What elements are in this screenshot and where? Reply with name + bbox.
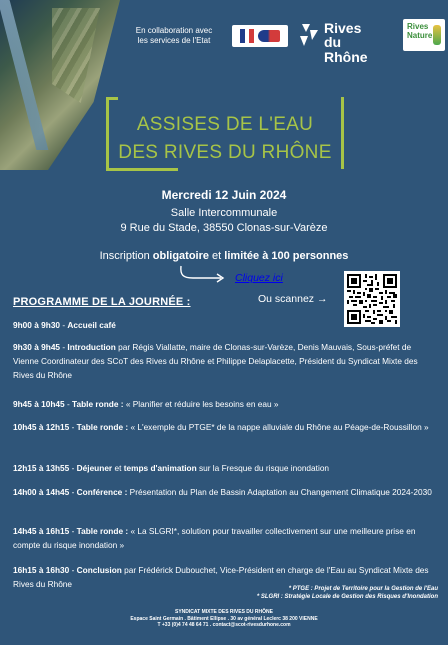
- event-title-line-2: DES RIVES DU RHÔNE: [118, 142, 332, 163]
- item-text-2: sur la Fresque du risque inondation: [196, 463, 330, 473]
- footnotes: [178, 585, 438, 601]
- event-venue: Salle Intercommunale: [170, 207, 278, 219]
- scan-label: Ou scannez →: [258, 293, 328, 305]
- leaf-icon: [433, 25, 441, 45]
- footnote-ptge: * PTGE : Projet de Territoire pour la Gestion de l'Eau: [288, 586, 438, 592]
- rives-nature-line-1: Rives: [407, 22, 429, 31]
- tricolor-icon: [240, 29, 254, 43]
- event-address: 9 Rue du Stade, 38550 Clonas-sur-Varèze: [120, 222, 328, 234]
- qr-code-icon: [347, 274, 397, 324]
- item-text: par Régis Viallatte, maire de Clonas-sur-Varèze, Denis Mauvais, Sous-préfet de Vienne Coordinateur des SCoT des Rives du Rhône et Philippe Delaplacette, Président du Syndicat Mixte des Rives du Rhône: [13, 342, 418, 380]
- title-frame-bottom: [106, 168, 178, 171]
- item-text: « L'exemple du PTGE* de la nappe alluviale du Rhône au Péage-de-Roussillon »: [128, 422, 429, 432]
- item-label: Conclusion: [76, 565, 122, 575]
- programme-item: 16h15 à 16h30 - Conclusion par Frédérick Dubouchet, Vice-Président en charge de l'Eau au Syndicat Mixte des Rives du Rhône: [13, 565, 429, 589]
- programme-item: 9h00 à 9h30 - Accueil café: [13, 320, 116, 330]
- rives-du-rhone-mark-icon: [298, 22, 320, 48]
- programme-item: 9h30 à 9h45 - Introduction par Régis Viallatte, maire de Clonas-sur-Varèze, Denis Mauvais, Sous-préfet de Vienne Coordinateur des SCoT des Rives du Rhône et Philippe Delaplacette, Président du Syndicat Mixte des Rives du Rhône: [13, 342, 418, 380]
- item-label: Conférence :: [76, 487, 128, 497]
- programme-title: PROGRAMME DE LA JOURNÉE :: [13, 296, 191, 308]
- item-label-2: temps d'animation: [123, 463, 197, 473]
- item-text: « Planifier et réduire les besoins en eau »: [123, 399, 279, 409]
- programme-item: 12h15 à 13h55 - Déjeuner et temps d'animation sur la Fresque du risque inondation: [13, 463, 330, 473]
- rives-du-rhone-line-1: Rives: [324, 20, 362, 36]
- item-text: par Frédérick Dubouchet, Vice-Président en charge de l'Eau au Syndicat Mixte des Rives du Rhône: [13, 565, 429, 589]
- footer-organizer: SYNDICAT MIXTE DES RIVES DU RHÔNE: [175, 609, 273, 615]
- rives-du-rhone-line-2: du Rhône: [324, 34, 368, 65]
- item-text: et: [112, 463, 124, 473]
- collaboration-text: [126, 26, 222, 46]
- item-time: 10h45 à 12h15: [13, 422, 70, 432]
- programme-item: 9h45 à 10h45 - Table ronde : « Planifier et réduire les besoins en eau »: [13, 399, 279, 409]
- registration-limit: limitée à 100 personnes: [224, 250, 349, 262]
- register-link[interactable]: Cliquez ici: [235, 272, 283, 284]
- registration-mandatory: obligatoire: [152, 250, 209, 262]
- collab-line-1: En collaboration avec: [135, 26, 213, 35]
- collab-line-2: les services de l'Etat: [137, 36, 211, 45]
- programme-item: 14h00 à 14h45 - Conférence : Présentation du Plan de Bassin Adaptation au Changement Climatique 2024-2030: [13, 487, 432, 497]
- fields-shape: [52, 8, 100, 103]
- item-label: Table ronde :: [76, 526, 129, 536]
- rives-nature-logo: [403, 19, 445, 51]
- curved-arrow-icon: [177, 265, 229, 283]
- programme-item: 14h45 à 16h15 - Table ronde : « La SLGRI*, solution pour travailler collectivement sur une meilleure prise en compte du risque inondation »: [13, 526, 416, 550]
- registration-mid: et: [209, 250, 225, 262]
- event-title-line-1: ASSISES DE L'EAU: [136, 114, 314, 135]
- registration-pre: Inscription: [99, 250, 153, 262]
- republique-francaise-logo: [232, 25, 288, 47]
- item-time: 9h45 à 10h45: [13, 399, 65, 409]
- footer-address: Espace Saint Germain . Bâtiment Ellipse . 30 av général Leclerc 38 200 VIENNE: [130, 615, 318, 622]
- item-time: 16h15 à 16h30: [13, 565, 70, 575]
- registration-text: [0, 250, 448, 262]
- item-label: Table ronde :: [76, 422, 129, 432]
- item-label: Table ronde :: [72, 399, 124, 409]
- item-time: 12h15 à 13h55: [13, 463, 70, 473]
- item-label: Introduction: [67, 342, 116, 352]
- item-label: Accueil café: [67, 320, 116, 330]
- marianne-icon: [258, 30, 280, 42]
- item-time: 9h00 à 9h30: [13, 320, 61, 330]
- rives-nature-line-2: Nature: [407, 31, 433, 40]
- programme-item: 10h45 à 12h15 - Table ronde : « L'exemple du PTGE* de la nappe alluviale du Rhône au Péage-de-Roussillon »: [13, 422, 429, 432]
- item-text: Présentation du Plan de Bassin Adaptation au Changement Climatique 2024-2030: [127, 487, 432, 497]
- item-time: 14h45 à 16h15: [13, 526, 70, 536]
- item-label: Déjeuner: [76, 463, 113, 473]
- event-date: Mercredi 12 Juin 2024: [161, 188, 287, 202]
- organizer-footer: [0, 609, 448, 629]
- item-time: 9h30 à 9h45: [13, 342, 61, 352]
- item-time: 14h00 à 14h45: [13, 487, 70, 497]
- footer-contact: T +33 (0)4 74 48 64 71 . contact@scot-rivesdurhone.com: [157, 622, 291, 628]
- footnote-slgri: * SLGRI : Stratégie Locale de Gestion des Risques d'Inondation: [256, 594, 438, 600]
- item-text: « La SLGRI*, solution pour travailler collectivement sur une meilleure prise en compte du risque inondation »: [13, 526, 416, 550]
- rives-du-rhone-logo: [298, 20, 378, 65]
